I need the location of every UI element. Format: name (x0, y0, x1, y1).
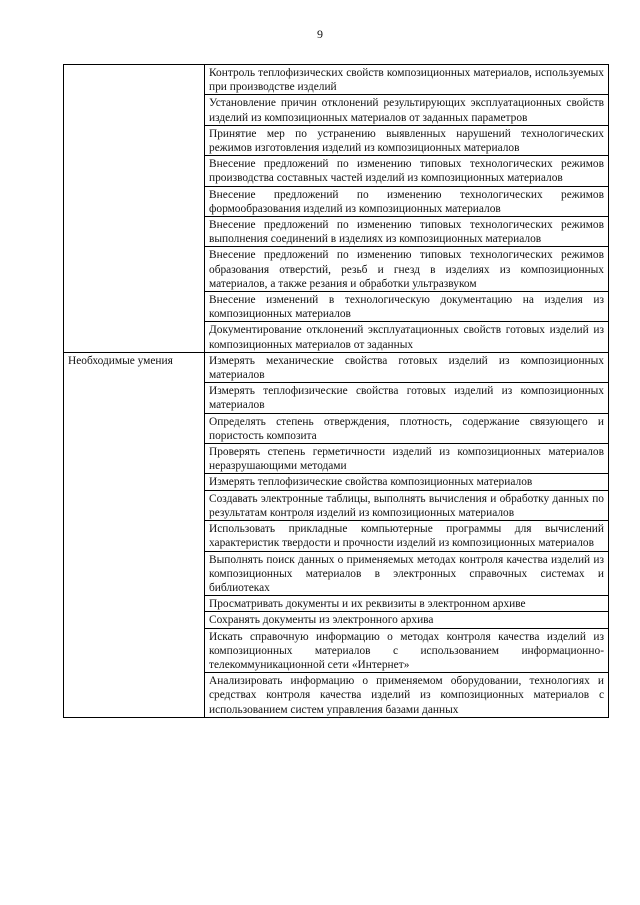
knowledge-continuation-section (64, 65, 609, 353)
knowledge-item: Внесение предложений по изменению типовых технологических режимов образования отверстий, резьб и гнезд в изделиях из композиционных материалов, а также резания и обработки ультразвуком (205, 247, 609, 292)
knowledge-item: Внесение предложений по изменению технологических режимов формообразования изделий из композиционных материалов (205, 186, 609, 216)
knowledge-item: Внесение предложений по изменению типовых технологических режимов выполнения соединений в изделиях из композиционных материалов (205, 217, 609, 247)
knowledge-row (64, 65, 609, 95)
skill-item: Определять степень отверждения, плотность, содержание связующего и пористость композита (205, 413, 609, 443)
skill-item: Измерять теплофизические свойства готовых изделий из композиционных материалов (205, 383, 609, 413)
page-number: 9 (317, 27, 323, 41)
skill-item: Анализировать информацию о применяемом оборудовании, технологиях и средствах контроля качества изделий из композиционных материалов с использованием систем управления базами данных (205, 673, 609, 718)
skill-item: Измерять механические свойства готовых изделий из композиционных материалов (205, 352, 609, 382)
knowledge-item: Контроль теплофизических свойств композиционных материалов, используемых при производстве изделий (205, 65, 609, 95)
required-skills-section (64, 352, 609, 717)
skill-item: Просматривать документы и их реквизиты в электронном архиве (205, 596, 609, 612)
skill-item: Выполнять поиск данных о применяемых методах контроля качества изделий из композиционных материалов в электронных справочных системах и библиотеках (205, 551, 609, 596)
skill-item: Сохранять документы из электронного архива (205, 612, 609, 628)
skill-row (64, 352, 609, 382)
competency-table (63, 64, 609, 718)
skill-item: Создавать электронные таблицы, выполнять вычисления и обработку данных по результатам контроля изделий из композиционных материалов (205, 490, 609, 520)
knowledge-item: Установление причин отклонений результирующих эксплуатационных свойств изделий из композиционных материалов от заданных параметров (205, 95, 609, 125)
skill-item: Искать справочную информацию о методах контроля качества изделий из композиционных материалов с использованием информационно-телекоммуникационной сети «Интернет» (205, 628, 609, 673)
knowledge-item: Внесение изменений в технологическую документацию на изделия из композиционных материалов (205, 292, 609, 322)
knowledge-item: Внесение предложений по изменению типовых технологических режимов производства составных частей изделий из композиционных материалов (205, 156, 609, 186)
knowledge-item: Принятие мер по устранению выявленных нарушений технологических режимов изготовления изделий из композиционных материалов (205, 125, 609, 155)
knowledge-label (64, 65, 205, 353)
knowledge-item: Документирование отклонений эксплуатационных свойств готовых изделий из композиционных материалов от заданных (205, 322, 609, 352)
skill-item: Использовать прикладные компьютерные программы для вычислений характеристик твердости и прочности изделий из композиционных материалов (205, 521, 609, 551)
skill-item: Проверять степень герметичности изделий из композиционных материалов неразрушающими методами (205, 444, 609, 474)
skill-label: Необходимые умения (64, 352, 205, 717)
skill-item: Измерять теплофизические свойства композиционных материалов (205, 474, 609, 490)
